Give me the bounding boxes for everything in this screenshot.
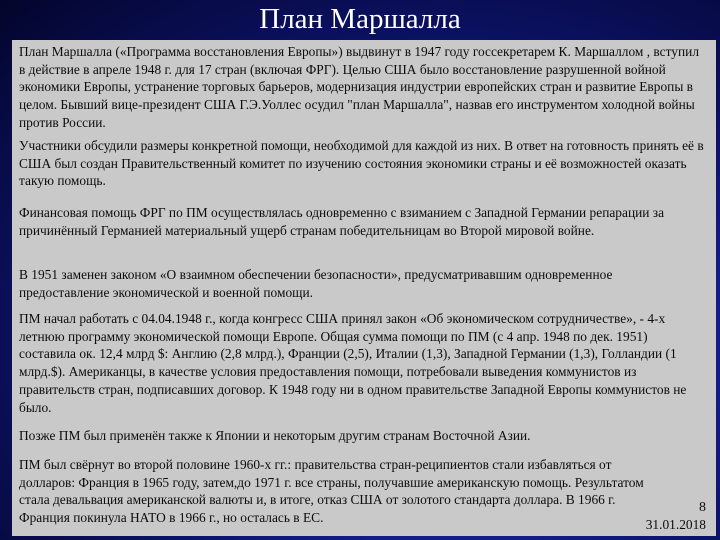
paragraph-frg-aid: Финансовая помощь ФРГ по ПМ осуществлялась одновременно с взиманием с Западной Германии репарации за причинённый Германией материальный ущерб странам победительницам во Второй мировой войне. (19, 205, 665, 238)
paragraph-1951-law: В 1951 заменен законом «О взаимном обеспечении безопасности», предусматривавшим одновременное предоставление экономической и военной помощи. (19, 267, 613, 300)
paragraph-intro: План Маршалла («Программа восстановления Европы») выдвинут в 1947 году госсекретарем К. Маршаллом , вступил в действие в апреле 1948 г. для 17 стран (включая ФРГ). Целью США было восстановление разрушенной войной экономики Европы, устранение торговых барьеров, модернизация индустрии европейских стран и развитие Европы в целом. Бывший вице-президент США Г.Э.Уоллес осудил "план Маршалла", назвав его инструментом холодной войны против России. (19, 44, 699, 130)
slide-date: 31.01.2018 (645, 517, 706, 532)
paragraph-japan: Позже ПМ был применён также к Японии и некоторым другим странам Восточной Азии. (19, 428, 531, 443)
paragraph-participants: Участники обсудили размеры конкретной помощи, необходимой для каждой из них. В ответ на готовность принять её в США был создан Правительственный комитет по изучению состояния экономики страны и её возможностей оказать такую помощь. (19, 138, 704, 189)
paragraph-wind-down: ПМ был свёрнут во второй половине 1960-х гг.: правительства стран-реципиентов стали избавляться от долларов: Франция в 1965 году, затем,до 1971 г. все страны, получавшие американскую помощь. Результатом стала девальвация американской валюты и, в итоге, отказ США от золотого стандарта доллара. В 1966 г. Франция покинула НАТО в 1966 г., но осталась в ЕС. (19, 457, 644, 526)
slide-title: План Маршалла (259, 3, 461, 35)
paragraph-plan-start: ПМ начал работать с 04.04.1948 г., когда конгресс США принял закон «Об экономическом сотрудничестве», - 4-х летнюю программу экономической помощи Европе. Общая сумма помощи по ПМ (с 4 апр. 1948 по дек. 1951) составила ок. 12,4 млрд $: Англию (2,8 млрд.), Франции (2,5), Италии (1,3), Западной Германии (1,3), Голландии (1 млрд.$). Американцы, в качестве условия предоставления помощи, потребовали выведения коммунистов из правительств стран, подписавших договор. К 1948 году ни в одном правительстве Западной Европы коммунистов не было. (19, 311, 687, 415)
content-panel (12, 40, 716, 536)
page-number: 8 (699, 500, 706, 515)
